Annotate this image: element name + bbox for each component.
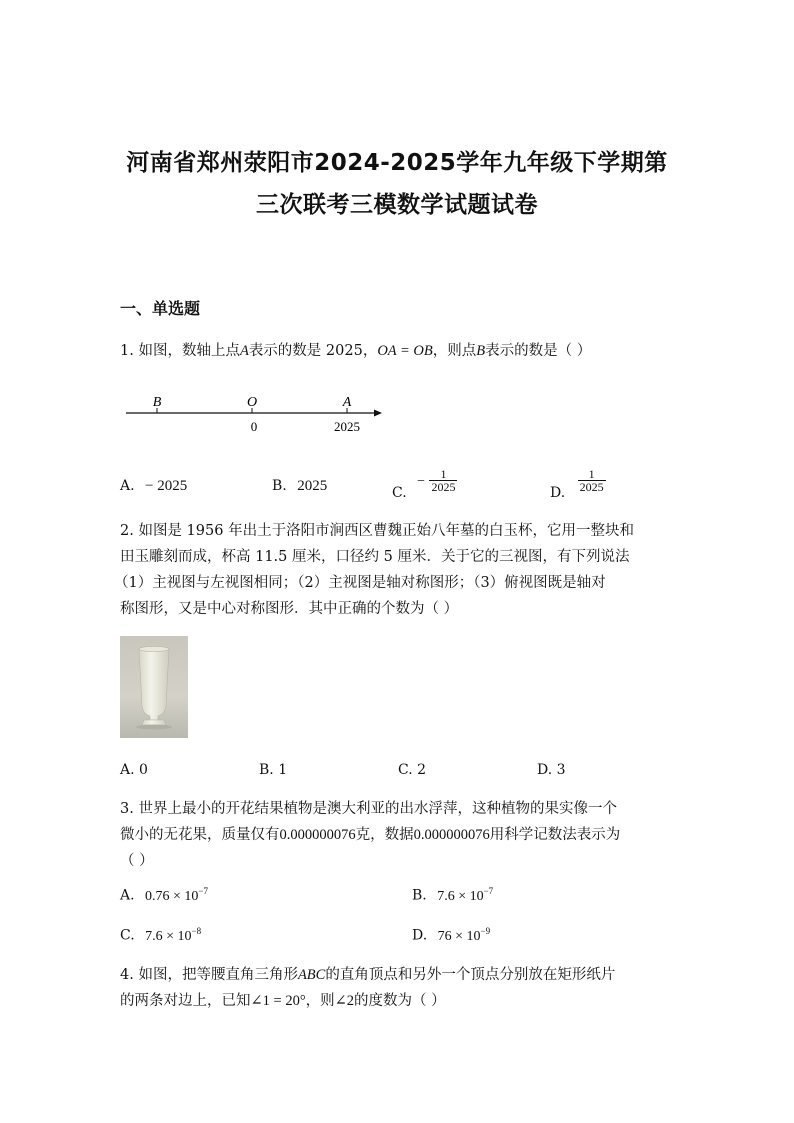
option-letter: B. bbox=[412, 887, 427, 904]
tick-label-2025: 2025 bbox=[334, 419, 360, 434]
document-title-line-1: 河南省郑州荥阳市2024-2025学年九年级下学期第 bbox=[126, 150, 668, 176]
jade-cup-photo bbox=[120, 636, 188, 738]
question-1-stem bbox=[120, 338, 591, 364]
question-2-line-2: 田玉雕刻而成，杯高 11.5 厘米，口径约 5 厘米．关于它的三视图，有下列说法 bbox=[120, 549, 630, 565]
tick-label-0: 0 bbox=[250, 419, 258, 434]
question-4-text-e: 的度数为（ ） bbox=[354, 993, 446, 1009]
question-1-number: 1. bbox=[120, 343, 134, 359]
question-1-text-b: 表示的数是 2025， bbox=[248, 343, 378, 359]
q3-option-c[interactable] bbox=[120, 926, 201, 945]
data-value: 0.000000076 bbox=[413, 827, 490, 843]
question-2-stem bbox=[114, 518, 680, 622]
q1-option-d[interactable] bbox=[550, 467, 606, 501]
fraction-numerator: 1 bbox=[440, 467, 447, 481]
label-a: A bbox=[342, 395, 352, 410]
question-3-text-b: 克，数据 bbox=[355, 827, 414, 843]
question-1-text-c: ，则点 bbox=[432, 343, 477, 359]
option-letter: A. bbox=[120, 887, 135, 904]
question-4-text-d: ，则 bbox=[305, 993, 335, 1009]
question-1-text-d: 表示的数是（ ） bbox=[485, 343, 592, 359]
question-4-text-c: 的两条对边上，已知 bbox=[120, 993, 251, 1009]
option-exponent: −7 bbox=[198, 886, 208, 896]
question-2-line-4: 称图形，又是中心对称图形．其中正确的个数为（ ） bbox=[120, 601, 459, 617]
fraction-denominator: 2025 bbox=[579, 480, 604, 494]
question-4-stem bbox=[120, 962, 680, 1014]
section-heading: 一、单选题 bbox=[120, 299, 201, 318]
option-letter: D. bbox=[412, 927, 428, 944]
question-3-stem bbox=[120, 796, 680, 874]
angle-2-label: ∠2 bbox=[334, 993, 355, 1009]
option-fraction bbox=[578, 468, 606, 493]
option-exponent: −8 bbox=[191, 926, 202, 936]
q3-option-b[interactable] bbox=[412, 886, 493, 905]
option-base: 7.6 × 10 bbox=[437, 888, 484, 904]
q1-option-b[interactable] bbox=[272, 478, 327, 495]
option-value: 2025 bbox=[297, 478, 328, 494]
fraction-denominator: 2025 bbox=[431, 480, 456, 494]
mass-value: 0.000000076 bbox=[279, 827, 356, 843]
option-fraction bbox=[429, 468, 457, 493]
question-3-line-2 bbox=[120, 822, 680, 848]
option-letter: A. bbox=[120, 478, 135, 494]
angle-1-value: ∠1 = 20° bbox=[250, 993, 306, 1009]
question-3-line-3: （ ） bbox=[120, 853, 154, 869]
equation-oa-ob: OA = OB bbox=[377, 343, 433, 359]
question-4-line-1 bbox=[120, 962, 680, 988]
option-letter: C. bbox=[392, 484, 407, 501]
number-line-arrow bbox=[374, 410, 382, 417]
point-a-label: A bbox=[239, 343, 249, 359]
number-line-figure bbox=[120, 388, 390, 438]
question-3-text-c: 用科学记数法表示为 bbox=[489, 827, 621, 843]
option-letter: C. bbox=[120, 927, 135, 944]
label-b: B bbox=[152, 395, 162, 410]
q2-option-c[interactable]: C. 2 bbox=[398, 762, 427, 778]
option-sign: − bbox=[417, 473, 426, 489]
point-b-label: B bbox=[476, 343, 486, 359]
fraction-numerator: 1 bbox=[588, 467, 595, 481]
q2-option-b[interactable]: B. 1 bbox=[259, 762, 288, 778]
question-4-text-b: 的直角顶点和另外一个顶点分别放在矩形纸片 bbox=[325, 967, 616, 983]
question-1-text-a: 如图，数轴上点 bbox=[138, 343, 240, 359]
q1-option-a[interactable] bbox=[120, 478, 187, 495]
q1-option-c[interactable] bbox=[392, 467, 457, 501]
question-2-line-1: 2. 如图是 1956 年出土于洛阳市涧西区曹魏正始八年墓的白玉杯，它用一整块和 bbox=[120, 523, 635, 539]
q3-option-a[interactable] bbox=[120, 886, 208, 905]
option-value: − 2025 bbox=[145, 478, 188, 494]
q2-option-d[interactable]: D. 3 bbox=[537, 762, 566, 778]
triangle-abc-label: ABC bbox=[297, 967, 326, 983]
question-3-text-a: 微小的无花果，质量仅有 bbox=[120, 827, 280, 843]
question-2-line-3: （1）主视图与左视图相同；（2）主视图是轴对称图形；（3）俯视图既是轴对 bbox=[114, 575, 606, 591]
option-base: 0.76 × 10 bbox=[145, 888, 199, 904]
option-base: 76 × 10 bbox=[437, 928, 481, 944]
option-exponent: −9 bbox=[480, 926, 491, 936]
option-letter: D. bbox=[550, 484, 566, 501]
question-4-line-2 bbox=[120, 988, 680, 1014]
q2-option-a[interactable]: A. 0 bbox=[120, 762, 148, 778]
label-o: O bbox=[246, 395, 258, 410]
document-title-line-2: 三次联考三模数学试题试卷 bbox=[256, 192, 538, 218]
option-exponent: −7 bbox=[483, 886, 494, 896]
q3-option-d[interactable] bbox=[412, 926, 490, 945]
question-3-line-1: 3. 世界上最小的开花结果植物是澳大利亚的出水浮萍，这种植物的果实像一个 bbox=[120, 801, 617, 817]
option-letter: B. bbox=[272, 478, 287, 494]
question-4-text-a: 4. 如图，把等腰直角三角形 bbox=[120, 967, 298, 983]
option-base: 7.6 × 10 bbox=[145, 928, 192, 944]
